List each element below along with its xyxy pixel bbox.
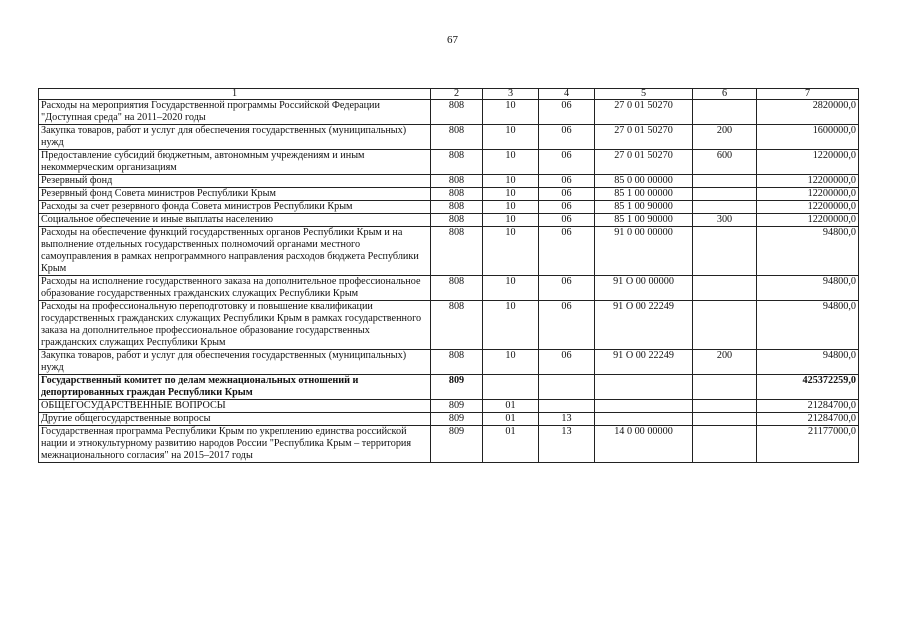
column-number: 2 [431,89,483,100]
item-name-cell: Социальное обеспечение и иные выплаты населению [39,214,431,227]
target-article-code-cell: 91 О 00 22249 [595,301,693,350]
amount-cell: 21284700,0 [757,413,859,426]
table-row [39,400,859,413]
item-name-cell: Закупка товаров, работ и услуг для обеспечения государственных (муниципальных) нужд [39,350,431,375]
item-name-cell: Предоставление субсидий бюджетным, автономным учреждениям и иным некоммерческим организациям [39,150,431,175]
expense-type-code-cell [693,426,757,463]
section-code-cell: 10 [483,125,539,150]
item-name-cell: ОБЩЕГОСУДАРСТВЕННЫЕ ВОПРОСЫ [39,400,431,413]
expense-type-code-cell [693,400,757,413]
amount-cell: 12200000,0 [757,175,859,188]
expense-type-code-cell: 200 [693,350,757,375]
amount-cell: 94800,0 [757,276,859,301]
target-article-code-cell: 85 1 00 00000 [595,188,693,201]
subsection-code-cell [539,375,595,400]
target-article-code-cell: 85 0 00 00000 [595,175,693,188]
target-article-code-cell: 91 0 00 00000 [595,227,693,276]
amount-cell: 425372259,0 [757,375,859,400]
table-row [39,175,859,188]
amount-cell: 12200000,0 [757,201,859,214]
column-number: 6 [693,89,757,100]
table-row [39,100,859,125]
ministry-code-cell: 808 [431,100,483,125]
column-number: 3 [483,89,539,100]
table-row [39,413,859,426]
subsection-code-cell: 06 [539,276,595,301]
item-name-cell: Расходы на обеспечение функций государственных органов Республики Крым и на выполнение отдельных государственных полномочий органами местного самоуправления в рамках непрограммного направления расходов бюджета Республики Крым [39,227,431,276]
item-name-cell: Другие общегосударственные вопросы [39,413,431,426]
table-row [39,227,859,276]
ministry-code-cell: 808 [431,214,483,227]
subsection-code-cell: 13 [539,413,595,426]
item-name-cell: Расходы на исполнение государственного заказа на дополнительное профессиональное образование государственных гражданских служащих Республики Крым [39,276,431,301]
section-code-cell: 01 [483,426,539,463]
subsection-code-cell: 06 [539,175,595,188]
section-code-cell: 10 [483,150,539,175]
section-code-cell: 10 [483,201,539,214]
section-code-cell: 10 [483,276,539,301]
subsection-code-cell: 06 [539,100,595,125]
table-row [39,426,859,463]
column-number: 7 [757,89,859,100]
table-row [39,214,859,227]
expense-type-code-cell [693,301,757,350]
amount-cell: 94800,0 [757,350,859,375]
ministry-code-cell: 808 [431,150,483,175]
expense-type-code-cell [693,201,757,214]
item-name-cell: Государственный комитет по делам межнациональных отношений и депортированных граждан Республики Крым [39,375,431,400]
amount-cell: 12200000,0 [757,188,859,201]
subsection-code-cell: 06 [539,301,595,350]
subsection-code-cell: 06 [539,125,595,150]
expense-type-code-cell [693,100,757,125]
ministry-code-cell: 808 [431,301,483,350]
target-article-code-cell [595,375,693,400]
section-code-cell: 10 [483,188,539,201]
amount-cell: 2820000,0 [757,100,859,125]
target-article-code-cell: 91 О 00 22249 [595,350,693,375]
section-code-cell [483,375,539,400]
expense-type-code-cell: 600 [693,150,757,175]
amount-cell: 21284700,0 [757,400,859,413]
table-row [39,150,859,175]
subsection-code-cell: 13 [539,426,595,463]
expense-type-code-cell [693,413,757,426]
table-row [39,201,859,214]
item-name-cell: Резервный фонд Совета министров Республики Крым [39,188,431,201]
section-code-cell: 10 [483,175,539,188]
item-name-cell: Резервный фонд [39,175,431,188]
expense-type-code-cell [693,175,757,188]
target-article-code-cell [595,400,693,413]
item-name-cell: Закупка товаров, работ и услуг для обеспечения государственных (муниципальных) нужд [39,125,431,150]
ministry-code-cell: 808 [431,188,483,201]
ministry-code-cell: 808 [431,350,483,375]
expense-type-code-cell: 300 [693,214,757,227]
table-row [39,350,859,375]
section-code-cell: 10 [483,214,539,227]
item-name-cell: Государственная программа Республики Крым по укреплению единства российской нации и этнокультурному развитию народов России "Республика Крым – территория межнационального согласия" на 2015–2017 годы [39,426,431,463]
ministry-code-cell: 809 [431,426,483,463]
target-article-code-cell: 85 1 00 90000 [595,201,693,214]
expense-type-code-cell [693,188,757,201]
table-row [39,125,859,150]
ministry-code-cell: 808 [431,227,483,276]
item-name-cell: Расходы на профессиональную переподготовку и повышение квалификации государственных гражданских служащих Республики Крым в рамках государственного заказа на дополнительное профессиональное образование государственных гражданских служащих Республики Крым [39,301,431,350]
target-article-code-cell [595,413,693,426]
column-number: 1 [39,89,431,100]
item-name-cell: Расходы за счет резервного фонда Совета министров Республики Крым [39,201,431,214]
amount-cell: 94800,0 [757,227,859,276]
target-article-code-cell: 27 0 01 50270 [595,100,693,125]
column-number-row [39,89,859,100]
expense-type-code-cell [693,276,757,301]
section-code-cell: 10 [483,350,539,375]
section-code-cell: 01 [483,413,539,426]
section-code-cell: 10 [483,301,539,350]
amount-cell: 1600000,0 [757,125,859,150]
expense-type-code-cell [693,227,757,276]
column-number: 4 [539,89,595,100]
target-article-code-cell: 14 0 00 00000 [595,426,693,463]
table-row [39,276,859,301]
page-number: 67 [447,34,458,46]
subsection-code-cell: 06 [539,227,595,276]
subsection-code-cell: 06 [539,201,595,214]
expense-type-code-cell: 200 [693,125,757,150]
ministry-code-cell: 808 [431,125,483,150]
ministry-code-cell: 809 [431,413,483,426]
subsection-code-cell: 06 [539,188,595,201]
target-article-code-cell: 27 0 01 50270 [595,150,693,175]
section-code-cell: 10 [483,100,539,125]
ministry-code-cell: 809 [431,400,483,413]
ministry-code-cell: 808 [431,201,483,214]
target-article-code-cell: 27 0 01 50270 [595,125,693,150]
section-code-cell: 10 [483,227,539,276]
column-number: 5 [595,89,693,100]
amount-cell: 1220000,0 [757,150,859,175]
section-code-cell: 01 [483,400,539,413]
table-row [39,188,859,201]
amount-cell: 21177000,0 [757,426,859,463]
table-row [39,301,859,350]
ministry-code-cell: 808 [431,175,483,188]
subsection-code-cell: 06 [539,350,595,375]
ministry-code-cell: 809 [431,375,483,400]
expense-type-code-cell [693,375,757,400]
target-article-code-cell: 85 1 00 90000 [595,214,693,227]
subsection-code-cell: 06 [539,150,595,175]
budget-table [38,88,859,463]
subsection-code-cell [539,400,595,413]
target-article-code-cell: 91 О 00 00000 [595,276,693,301]
item-name-cell: Расходы на мероприятия Государственной программы Российской Федерации "Доступная среда" на 2011–2020 годы [39,100,431,125]
subsection-code-cell: 06 [539,214,595,227]
amount-cell: 94800,0 [757,301,859,350]
amount-cell: 12200000,0 [757,214,859,227]
table-row [39,375,859,400]
ministry-code-cell: 808 [431,276,483,301]
